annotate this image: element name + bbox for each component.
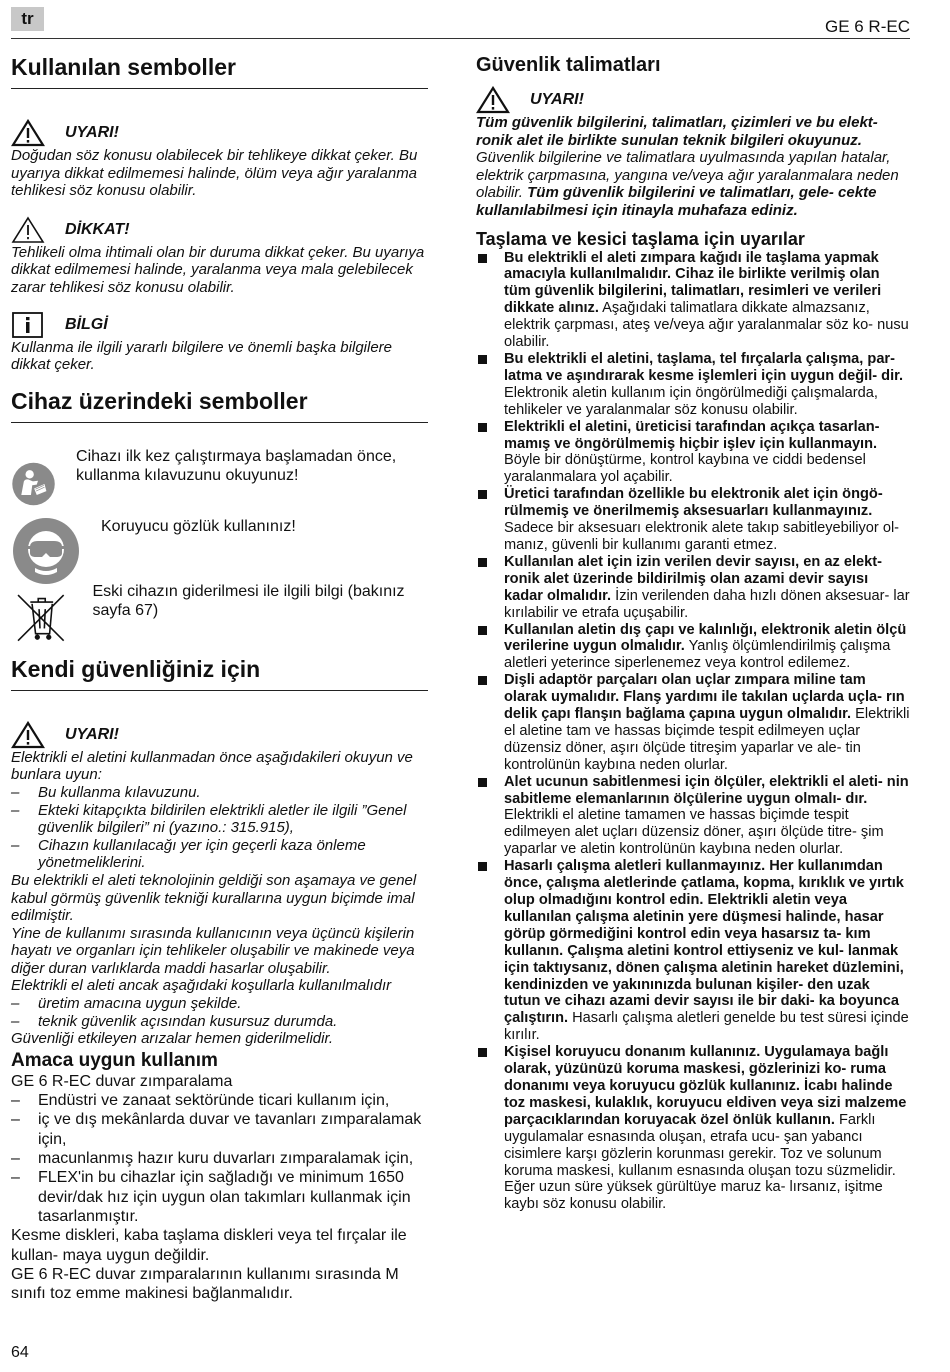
list-item: Kullanılan alet için izin verilen devir sayısı, en az elekt- ronik alet üzerinde bildirilmiş olan azami devir sayısı kadar olmalıdır. İzin verilenden daha hızlı dönen aksesuar- lar kırılabilir ve etrafa uçuşabilir. — [476, 554, 910, 622]
safety-heading: Kendi güvenliğiniz için — [11, 655, 261, 682]
intended-use-heading: Amaca uygun kullanım — [11, 1049, 218, 1071]
heading-rule — [11, 422, 428, 423]
right-warning-bold: Tüm güvenlik bilgilerini, talimatları, çizimleri ve bu elekt- ronik alet ile birlikte sunulan teknik bilgileri okuyunuz. — [476, 114, 878, 149]
safety-warning-title: UYARI! — [65, 725, 119, 743]
symbol-manual-text: Cihazı ilk kez çalıştırmaya başlamadan önce, kullanma kılavuzunu okuyunuz! — [76, 447, 397, 484]
symbol-disposal-text: Eski cihazın giderilmesi ile ilgili bilgi (bakınız sayfa 67) — [92, 582, 405, 619]
safety-paragraph: Güvenliği etkileyen arızalar hemen giderilmelidir. — [11, 1030, 334, 1048]
symbol-row-goggles — [11, 516, 428, 586]
safety-paragraph: Yine de kullanımı sırasında kullanıcının veya üçüncü kişilerin hayatı ve organları için tehlikeler oluşabilir ve makinede veya diğer duran varlıklarda maddi hasarlar oluşabilir. — [11, 924, 415, 977]
device-symbols-heading: Cihaz üzerindeki semboller — [11, 387, 308, 414]
safety-goggles-icon — [11, 516, 81, 586]
heading-rule — [11, 88, 428, 89]
info-icon — [11, 312, 45, 338]
list-item: – Ekteki kitapçıkta bildirilen elektrikli aletler ile ilgili ”Genel güvenlik bilgileri” ni (yazıno.: 315.915), — [11, 801, 407, 837]
safety-paragraph: Bu elektrikli el aleti teknolojinin geldiği son aşamaya ve genel kabul görmüş güvenlik tekniği kurallarına uygun biçimde imal edilmiştir. — [11, 871, 417, 925]
crossed-bin-icon — [11, 586, 72, 648]
symbol-goggles-text: Koruyucu gözlük kullanınız! — [101, 517, 296, 535]
symbols-heading: Kullanılan semboller — [11, 54, 236, 80]
info-text: Kullanma ile ilgili yararlı bilgilere ve önemli başka bilgilere dikkat çeker. — [11, 338, 393, 374]
list-item: Üretici tarafından özellikle bu elektronik alet için öngö- rülmemiş ve önerilmemiş aksesuarları kullanmayınız. Sadece bir aksesuarı elektronik alete takıp sabitleyebiliyor ol- manız, güvenli bir kullanımı garanti etmez. — [476, 486, 910, 554]
heading-rule — [11, 690, 428, 691]
list-item: Kişisel koruyucu donanım kullanınız. Uygulamaya bağlı olarak, yüzünüzü koruma maskesi, gözlerinizi ko- ruma donanımı veya koruyucu gözlük kullanınız. İcabı halinde toz maskesi, kulaklık, koruyucu eldiven veya sizi malzeme parçacıklarından koruyacak özel önlük kullanın. Farklı uygulamalar esnasında oluşan, etrafa ucu- şan yabancı cisimlere karşı gözlerin korunması gerekir. Toz ve solunum koruma maskesi, kullanım esnasında oluşan tozu süzmelidir. Eğer uzun süre yüksek gürültüye maruz ka- lırsanız, işitme kaybı söz konusu olabilir. — [476, 1044, 910, 1213]
language-badge: tr — [11, 7, 44, 31]
intended-use-paragraph: GE 6 R-EC duvar zımparalarının kullanımı sırasında M sınıfı toz emme makinesi bağlanmalıdır. — [11, 1265, 399, 1303]
right-column — [476, 52, 910, 1213]
safety-paragraph: Elektrikli el aleti ancak aşağıdaki koşullarla kullanılmalıdır — [11, 977, 392, 995]
info-title: BİLGİ — [65, 315, 108, 333]
left-column — [11, 48, 428, 1303]
read-manual-icon — [11, 449, 56, 519]
list-item: – üretim amacına uygun şekilde. — [11, 995, 242, 1013]
list-item: Hasarlı çalışma aletleri kullanmayınız. Her kullanımdan önce, çalışma aletlerinde çatlama, kopma, kırıklık ve yırtık olup olmadığını kontrol edin. Elektrikli aletin veya kullanılan çalışma aletinin yere düşmesi halinde, hasar görüp görmediğini kontrol edin veya hasarsız ta- kım kullanın. Çalışma aletini kontrol ettiyseniz ve kul- lanmak için taktıysanız, dönen çalışma aletinin hareket düzlemini, kendinizden ve yakınınızda bulunan kişiler- den uzak tutun ve cihazı azami devir sayısı ile bir daki- ka boyunca çalıştırın. Hasarlı çalışma aletleri genelde bu test süresi içinde kırılır. — [476, 858, 910, 1044]
symbol-row-manual — [11, 449, 428, 519]
list-item: – macunlanmış hazır kuru duvarları zımparalamak için, — [11, 1150, 414, 1168]
grinding-warnings-heading: Taşlama ve kesici taşlama için uyarılar — [476, 228, 805, 249]
warning-triangle-icon — [476, 86, 510, 114]
list-item: Bu elektrikli el aleti zımpara kağıdı ile taşlama yapmak amacıyla kullanılmalıdır. Cihaz ile birlikte verilmiş olan tüm güvenlik bilgilerini, talimatları, resimleri ve verileri dikkate alınız. Aşağıdaki talimatlara dikkate almazsanız, elektrik çarpması, ateş ve/veya ağır yaralanmalar söz ko- nusu olabilir. — [476, 250, 910, 351]
intended-use-paragraph: Kesme diskleri, kaba taşlama diskleri veya tel fırçalar ile kullan- maya uygun değildir. — [11, 1227, 407, 1264]
list-item: Dişli adaptör parçaları olan uçlar zımpara miline tam olarak uymalıdır. Flanş yardımı ile takılan uçlarda uçla- rın delik çapı flanşın bağlama çapına uygun olmalıdır. Elektrikli el aletine tam ve hassas biçimde tespit edilmeyen uçlar düzensiz döner, aşırı ölçüde titreşim yaparlar ve ale- tin kontrolünün kaybına neden olurlar. — [476, 672, 910, 773]
caution-title: DİKKAT! — [65, 220, 130, 238]
list-item: – Bu kullanma kılavuzunu. — [11, 783, 201, 801]
safety-instructions-heading: Güvenlik talimatları — [476, 54, 661, 76]
safety-intro: Elektrikli el aletini kullanmadan önce aşağıdakileri okuyun ve bunlara uyun: — [11, 748, 413, 784]
right-warning-text: Güvenlik bilgilerine ve talimatlara uyulmasında yapılan hatalar, elektrik çarpmasına, yangına ve/veya ağır yaralanmalara neden olabilir. Tüm güvenlik bilgilerini ve talimatları, gele- cekte kullanılabilmesi için itinayla muhafaza ediniz. — [476, 149, 899, 219]
list-item: Alet ucunun sabitlenmesi için ölçüler, elektrikli el aleti- nin sabitleme elemanlarının ölçülerine uygun olmalı- dır. Elektrikli el aletine tamamen ve hassas biçimde tespit edilmeyen alet uçları düzensiz döner, aşırı ölçüde titre- şim yaparlar ve aletin kontrolünün kaybına neden olurlar. — [476, 774, 910, 859]
caution-text: Tehlikeli olma ihtimali olan bir duruma dikkat çeker. Bu uyarıya dikkat edilmemesi halinde, yaralanma veya mala gelebilecek zarar tehlikesi söz konusu olabilir. — [11, 243, 425, 296]
list-item: Bu elektrikli el aletini, taşlama, tel fırçalarla çalışma, par- latma ve aşındırarak kesme işlemleri için uygun değil- dir. Elektronik aletin kullanım için öngörülmediği çalışmalarda, tehlikeler ve yaralanmalar söz konusu olabilir. — [476, 351, 910, 419]
page-number: 64 — [11, 1344, 29, 1361]
header-rule — [11, 38, 910, 39]
safety-warning-block — [11, 721, 428, 1048]
caution-triangle-icon — [11, 216, 45, 244]
bullet-list — [476, 250, 910, 1214]
list-item: – teknik güvenlik açısından kusursuz durumda. — [11, 1012, 338, 1030]
warning-triangle-icon — [11, 119, 45, 147]
list-item: – Cihazın kullanılacağı yer için geçerli kaza önleme yönetmeliklerini. — [11, 836, 366, 872]
list-item: – Endüstri ve zanaat sektöründe ticari kullanım için, — [11, 1092, 390, 1110]
caution-block — [11, 216, 428, 297]
model-name: GE 6 R-EC — [824, 17, 910, 36]
warning-text: Doğudan söz konusu olabilecek bir tehlikeye dikkat çeker. Bu uyarıya dikkat edilmemesi halinde, ölüm veya ağır yaralanma tehlikesi söz konusu olabilir. — [11, 147, 418, 200]
symbol-row-disposal — [11, 582, 428, 648]
intended-use-intro: GE 6 R-EC duvar zımparalama — [11, 1072, 233, 1090]
list-item: Kullanılan aletin dış çapı ve kalınlığı, elektronik aletin ölçü verilerine uygun olmalıdır. Yanlış ölçümlendirilmiş çalışma aletleri yeterince siperlenemez veya kontrol edilemez. — [476, 622, 910, 673]
warning-title: UYARI! — [65, 124, 119, 141]
list-item: – iç ve dış mekânlarda duvar ve tavanları zımparalamak için, — [11, 1111, 422, 1148]
info-block — [11, 311, 428, 374]
list-item: Elektrikli el aletini, üreticisi tarafından açıkça tasarlan- mamış ve öngörülmemiş hiçbir işlev için kullanmayın. Böyle bir dönüştürme, kontrol kaybına ve ciddi bedensel yaralanmalara yol açabilir. — [476, 419, 910, 487]
warning-block — [11, 119, 428, 200]
warning-triangle-icon — [11, 721, 45, 749]
right-warning-title: UYARI! — [530, 91, 584, 108]
list-item: – FLEX'in bu cihazlar için sağladığı ve minimum 1650 devir/dak hız için uygun olan takımları kullanmak için tasarlanmıştır. — [11, 1169, 411, 1225]
